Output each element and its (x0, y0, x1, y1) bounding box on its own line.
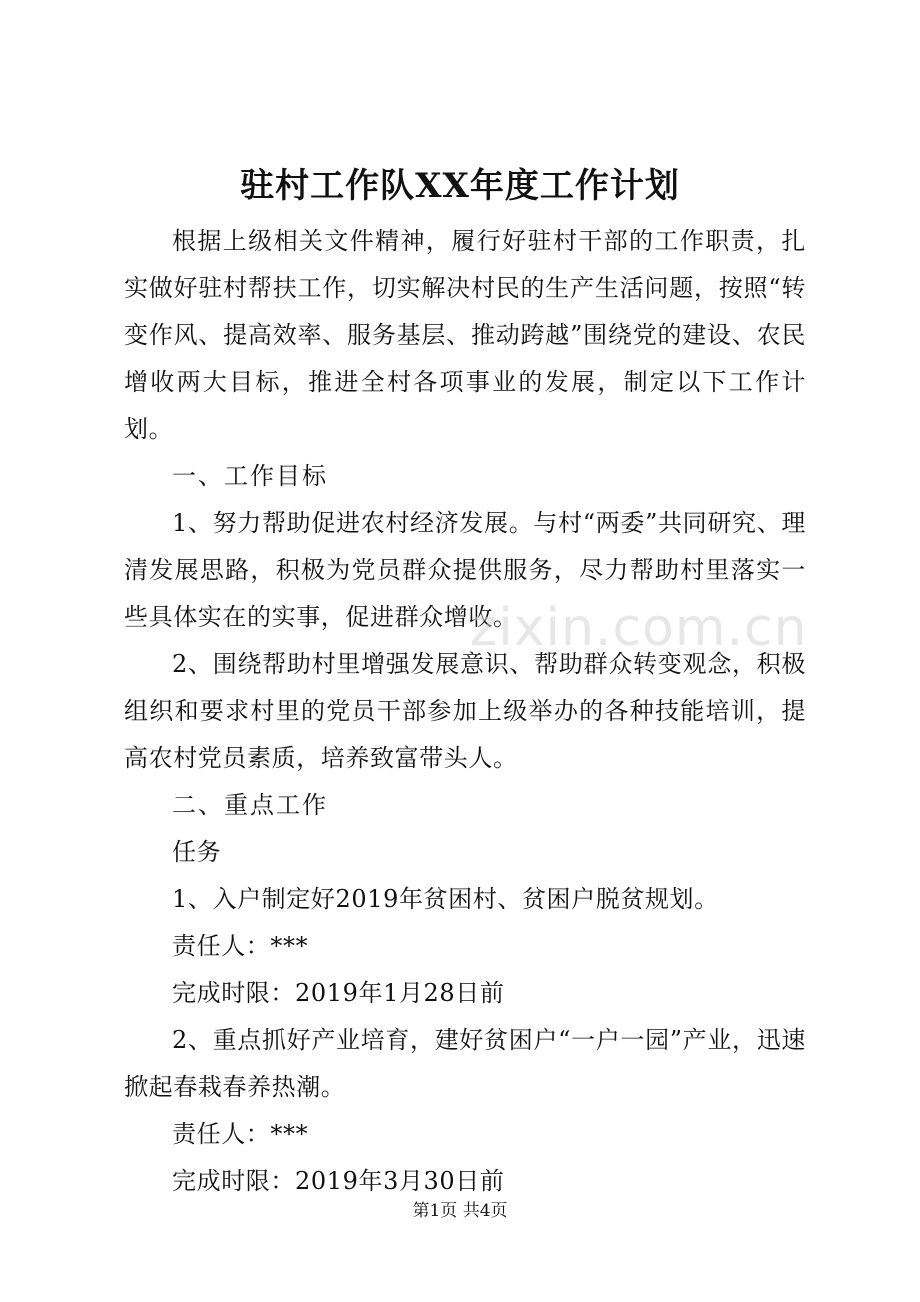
section-heading-goals: 一、工作目标 (172, 462, 328, 490)
watermark-text: zixin.com.cn (470, 598, 808, 658)
intro-paragraph: 根据上级相关文件精神，履行好驻村干部的工作职责，扎实做好驻村帮扶工作，切实解决村民的生产生活问题，按照“转变作风、提高效率、服务基层、推动跨越”围绕党的建设、农民增收两大目标，推进全村各项事业的发展，制定以下工作计划。 (124, 227, 806, 443)
task-1-owner: 责任人：*** (172, 932, 309, 960)
task-1: 1、入户制定好2019年贫困村、贫困户脱贫规划。 (172, 885, 719, 913)
document-title: 驻村工作队XX年度工作计划 (240, 166, 680, 206)
goal-paragraph-1: 1、努力帮助促进农村经济发展。与村“两委”共同研究、理清发展思路，积极为党员群众提供服务，尽力帮助村里落实一些具体实在的实事，促进群众增收。 (124, 509, 806, 631)
task-1-deadline: 完成时限：2019年1月28日前 (172, 979, 505, 1007)
document-body (124, 218, 806, 1205)
page-footer: 第1页 共4页 (412, 1201, 508, 1221)
goal-paragraph-2: 2、围绕帮助村里增强发展意识、帮助群众转变观念，积极组织和要求村里的党员干部参加上级举办的各种技能培训，提高农村党员素质，培养致富带头人。 (124, 650, 806, 772)
task-2-owner: 责任人：*** (172, 1120, 309, 1148)
task-2-deadline: 完成时限：2019年3月30日前 (172, 1167, 505, 1195)
task-label: 任务 (172, 838, 222, 866)
section-heading-key-work: 二、重点工作 (172, 791, 328, 819)
task-2: 2、重点抓好产业培育，建好贫困户“一户一园”产业，迅速掀起春栽春养热潮。 (124, 1026, 806, 1101)
